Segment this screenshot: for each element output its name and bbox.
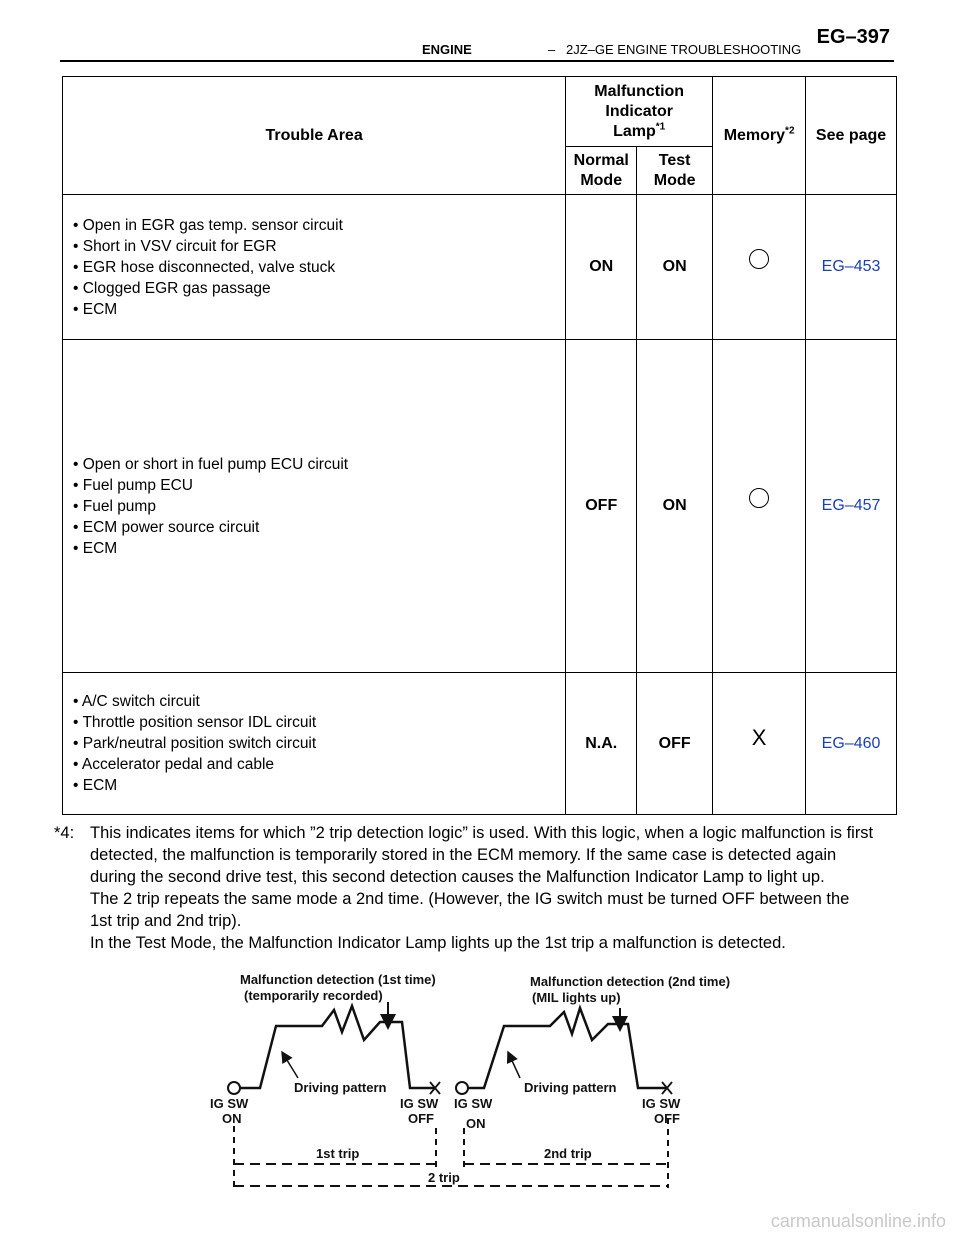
footnote-mark: *4:	[54, 824, 75, 842]
footnote	[54, 822, 900, 954]
test-mode-value: ON	[637, 340, 713, 673]
ig-sw-off-label: IG SW	[400, 1096, 439, 1111]
memory-cell	[713, 673, 806, 815]
x-mark-icon: X	[751, 724, 767, 750]
ig-on-circle-icon	[228, 1082, 240, 1094]
area-item: • A/C switch circuit	[73, 693, 200, 710]
two-trip-diagram-svg	[210, 968, 778, 1204]
footnote-line: detected, the malfunction is temporarily stored in the ECM memory. If the same case is detected again	[90, 846, 837, 864]
area-item: • ECM	[73, 777, 118, 794]
area-item: • ECM	[73, 539, 118, 557]
col-memory	[713, 77, 806, 195]
col-mil-sup: *1	[655, 121, 666, 133]
two-trip-diagram	[210, 968, 778, 1204]
footnote-body	[90, 822, 900, 954]
test-mode-value: ON	[637, 195, 713, 340]
header-separator: –	[548, 42, 556, 57]
footnote-line: during the second drive test, this second detection causes the Malfunction Indicator Lamp to light up.	[90, 868, 825, 886]
trip1-label: 1st trip	[316, 1146, 360, 1161]
area-item: • Accelerator pedal and cable	[73, 756, 275, 773]
trip2-pattern-line	[468, 1008, 666, 1088]
col-memory-label: Memory	[723, 126, 786, 144]
col-normal-line2: Mode	[580, 171, 623, 189]
detect1-label-line1: Malfunction detection (1st time)	[240, 972, 436, 987]
detect1-label-line2: (temporarily recorded)	[244, 988, 383, 1003]
trouble-table	[62, 76, 897, 815]
trip-total-label: 2 trip	[428, 1170, 460, 1185]
col-mil-line3: Lamp	[613, 122, 656, 140]
page-header	[60, 26, 894, 60]
col-mil-line1: Malfunction	[594, 82, 685, 100]
ig-sw-on-label-2: IG SW	[454, 1096, 493, 1111]
trip1-pattern-line	[240, 1006, 434, 1088]
col-test-mode	[637, 147, 713, 195]
ig-sw-off-label-2: IG SW	[642, 1096, 681, 1111]
pattern2-arrow-icon	[508, 1052, 520, 1078]
area-item: • Open in EGR gas temp. sensor circuit	[73, 216, 343, 234]
memory-cell	[713, 340, 806, 673]
header-rule	[60, 60, 894, 62]
ig-off-label: OFF	[408, 1111, 434, 1126]
area-item: • Clogged EGR gas passage	[73, 279, 271, 297]
circle-icon	[749, 488, 769, 508]
area-item: • Fuel pump	[73, 497, 156, 515]
area-item: • Short in VSV circuit for EGR	[73, 237, 277, 255]
trouble-area-cell	[63, 340, 566, 673]
table-row	[63, 340, 897, 673]
see-page-link[interactable]: EG–457	[806, 340, 897, 673]
area-item: • Open or short in fuel pump ECU circuit	[73, 455, 349, 473]
ig-on-circle-icon	[456, 1082, 468, 1094]
col-test-line2: Mode	[653, 171, 696, 189]
col-test-line1: Test	[658, 151, 691, 169]
circle-icon	[749, 249, 769, 269]
section-title: ENGINE	[422, 42, 472, 57]
section-subtitle: 2JZ–GE ENGINE TROUBLESHOOTING	[566, 42, 802, 57]
memory-cell	[713, 195, 806, 340]
area-item: • EGR hose disconnected, valve stuck	[73, 258, 336, 276]
pattern1-arrow-icon	[282, 1052, 298, 1078]
detect2-label-line2: (MIL lights up)	[532, 990, 621, 1005]
col-normal-line1: Normal	[573, 151, 629, 169]
footnote-line: The 2 trip repeats the same mode a 2nd time. (However, the IG switch must be turned OFF between the	[90, 890, 850, 908]
col-mil	[566, 77, 713, 147]
normal-mode-value: OFF	[566, 340, 637, 673]
trouble-area-cell	[63, 673, 566, 815]
area-item: • Throttle position sensor IDL circuit	[73, 714, 317, 731]
ig-sw-on-label: IG SW	[210, 1096, 249, 1111]
table-row	[63, 195, 897, 340]
page-number: EG–397	[816, 26, 890, 48]
test-mode-value: OFF	[637, 673, 713, 815]
trouble-area-cell	[63, 195, 566, 340]
area-item: • ECM	[73, 300, 118, 318]
col-normal-mode	[566, 147, 637, 195]
area-item: • Fuel pump ECU	[73, 476, 193, 494]
col-mil-line2: Indicator	[605, 102, 673, 120]
footnote-line: 1st trip and 2nd trip).	[90, 912, 242, 930]
trip2-label: 2nd trip	[544, 1146, 592, 1161]
ig-on-label-2: ON	[466, 1116, 486, 1131]
normal-mode-value: N.A.	[566, 673, 637, 815]
see-page-link[interactable]: EG–453	[806, 195, 897, 340]
ig-on-label: ON	[222, 1111, 242, 1126]
footnote-line: In the Test Mode, the Malfunction Indicator Lamp lights up the 1st trip a malfunction is detected.	[90, 934, 786, 952]
see-page-link[interactable]: EG–460	[806, 673, 897, 815]
col-trouble-area: Trouble Area	[63, 77, 566, 195]
ig-off-label-2: OFF	[654, 1111, 680, 1126]
col-memory-sup: *2	[785, 125, 795, 137]
table-row	[63, 673, 897, 815]
area-item: • ECM power source circuit	[73, 518, 260, 536]
footnote-line: This indicates items for which ”2 trip detection logic” is used. With this logic, when a logic malfunction is first	[90, 824, 874, 842]
pattern1-label: Driving pattern	[294, 1080, 387, 1095]
watermark: carmanualsonline.info	[770, 1211, 946, 1231]
pattern2-label: Driving pattern	[524, 1080, 617, 1095]
detect2-label-line1: Malfunction detection (2nd time)	[530, 974, 731, 989]
area-item: • Park/neutral position switch circuit	[73, 735, 317, 752]
col-see-page: See page	[806, 77, 897, 195]
normal-mode-value: ON	[566, 195, 637, 340]
